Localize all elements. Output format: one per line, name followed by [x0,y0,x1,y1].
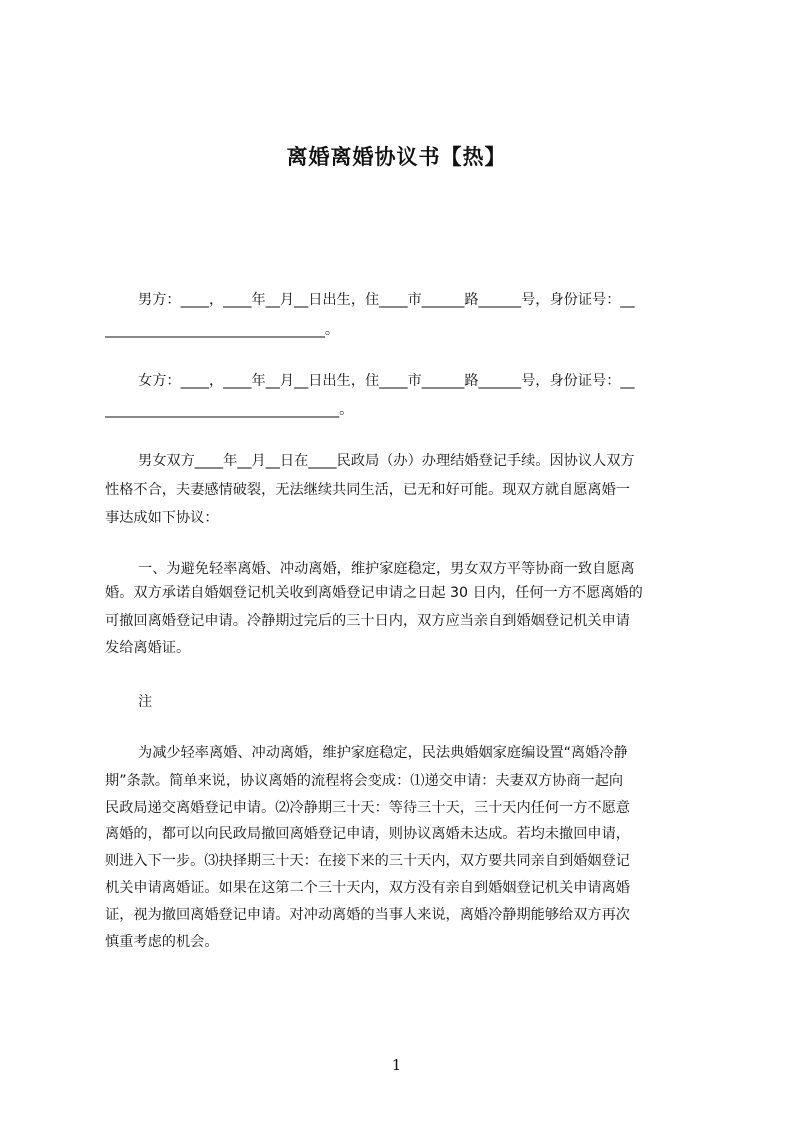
document-title: 离婚离婚协议书【热】 [286,145,507,169]
note-line-6: 机关申请离婚证。如果在这第二个三十天内，双方没有亲自到婚姻登记机关申请离婚 [105,880,630,896]
note-line-1: 为减少轻率离婚、冲动离婚，维护家庭稳定，民法典婚姻家庭编设置“离婚冷静 [138,745,628,761]
note-heading: 注 [138,694,153,710]
note-line-3: 民政局递交离婚登记申请。⑵冷静期三十天：等待三十天，三十天内任何一方不愿意 [105,800,630,816]
marriage-paragraph-line-2: 性格不合，夫妻感情破裂，无法继续共同生活，已无和好可能。现双方就自愿离婚一 [105,482,630,498]
note-line-5: 则进入下一步。⑶抉择期三十天：在接下来的三十天内，双方要共同亲自到婚姻登记 [105,853,630,869]
marriage-paragraph-line-3: 事达成如下协议： [105,510,219,526]
article-one-line-4: 发给离婚证。 [105,640,191,656]
note-line-2: 期”条款。简单来说，协议离婚的流程将会变成：⑴递交申请：夫妻双方协商一起向 [105,773,624,789]
note-line-7: 证，视为撤回离婚登记申请。对冲动离婚的当事人来说，离婚冷静期能够给双方再次 [105,907,630,923]
article-one-line-3: 可撤回离婚登记申请。冷静期过完后的三十日内，双方应当亲自到婚姻登记机关申请 [105,613,630,629]
page-number: 1 [391,1056,402,1074]
male-party-line-2: _______________________________。 [105,322,340,338]
note-line-8: 慎重考虑的机会。 [105,934,219,950]
marriage-paragraph-line-1: 男女双方____年__月__日在____民政局（办）办理结婚登记手续。因协议人双方 [138,453,635,469]
female-party-line-2: _________________________________。 [105,402,354,418]
male-party-line-1: 男方：____，____年__月__日出生，住____市______路______号，身份证号：__ [138,292,635,308]
article-one-line-1: 一、为避免轻率离婚、冲动离婚，维护家庭稳定，男女双方平等协商一致自愿离 [138,561,635,577]
article-one-line-2: 婚。双方承诺自婚姻登记机关收到离婚登记申请之日起 30 日内，任何一方不愿离婚的 [105,585,643,601]
female-party-line-1: 女方：____，____年__月__日出生，住____市______路______号，身份证号：__ [138,373,635,389]
note-line-4: 离婚的，都可以向民政局撤回离婚登记申请，则协议离婚未达成。若均未撤回申请， [105,826,630,842]
